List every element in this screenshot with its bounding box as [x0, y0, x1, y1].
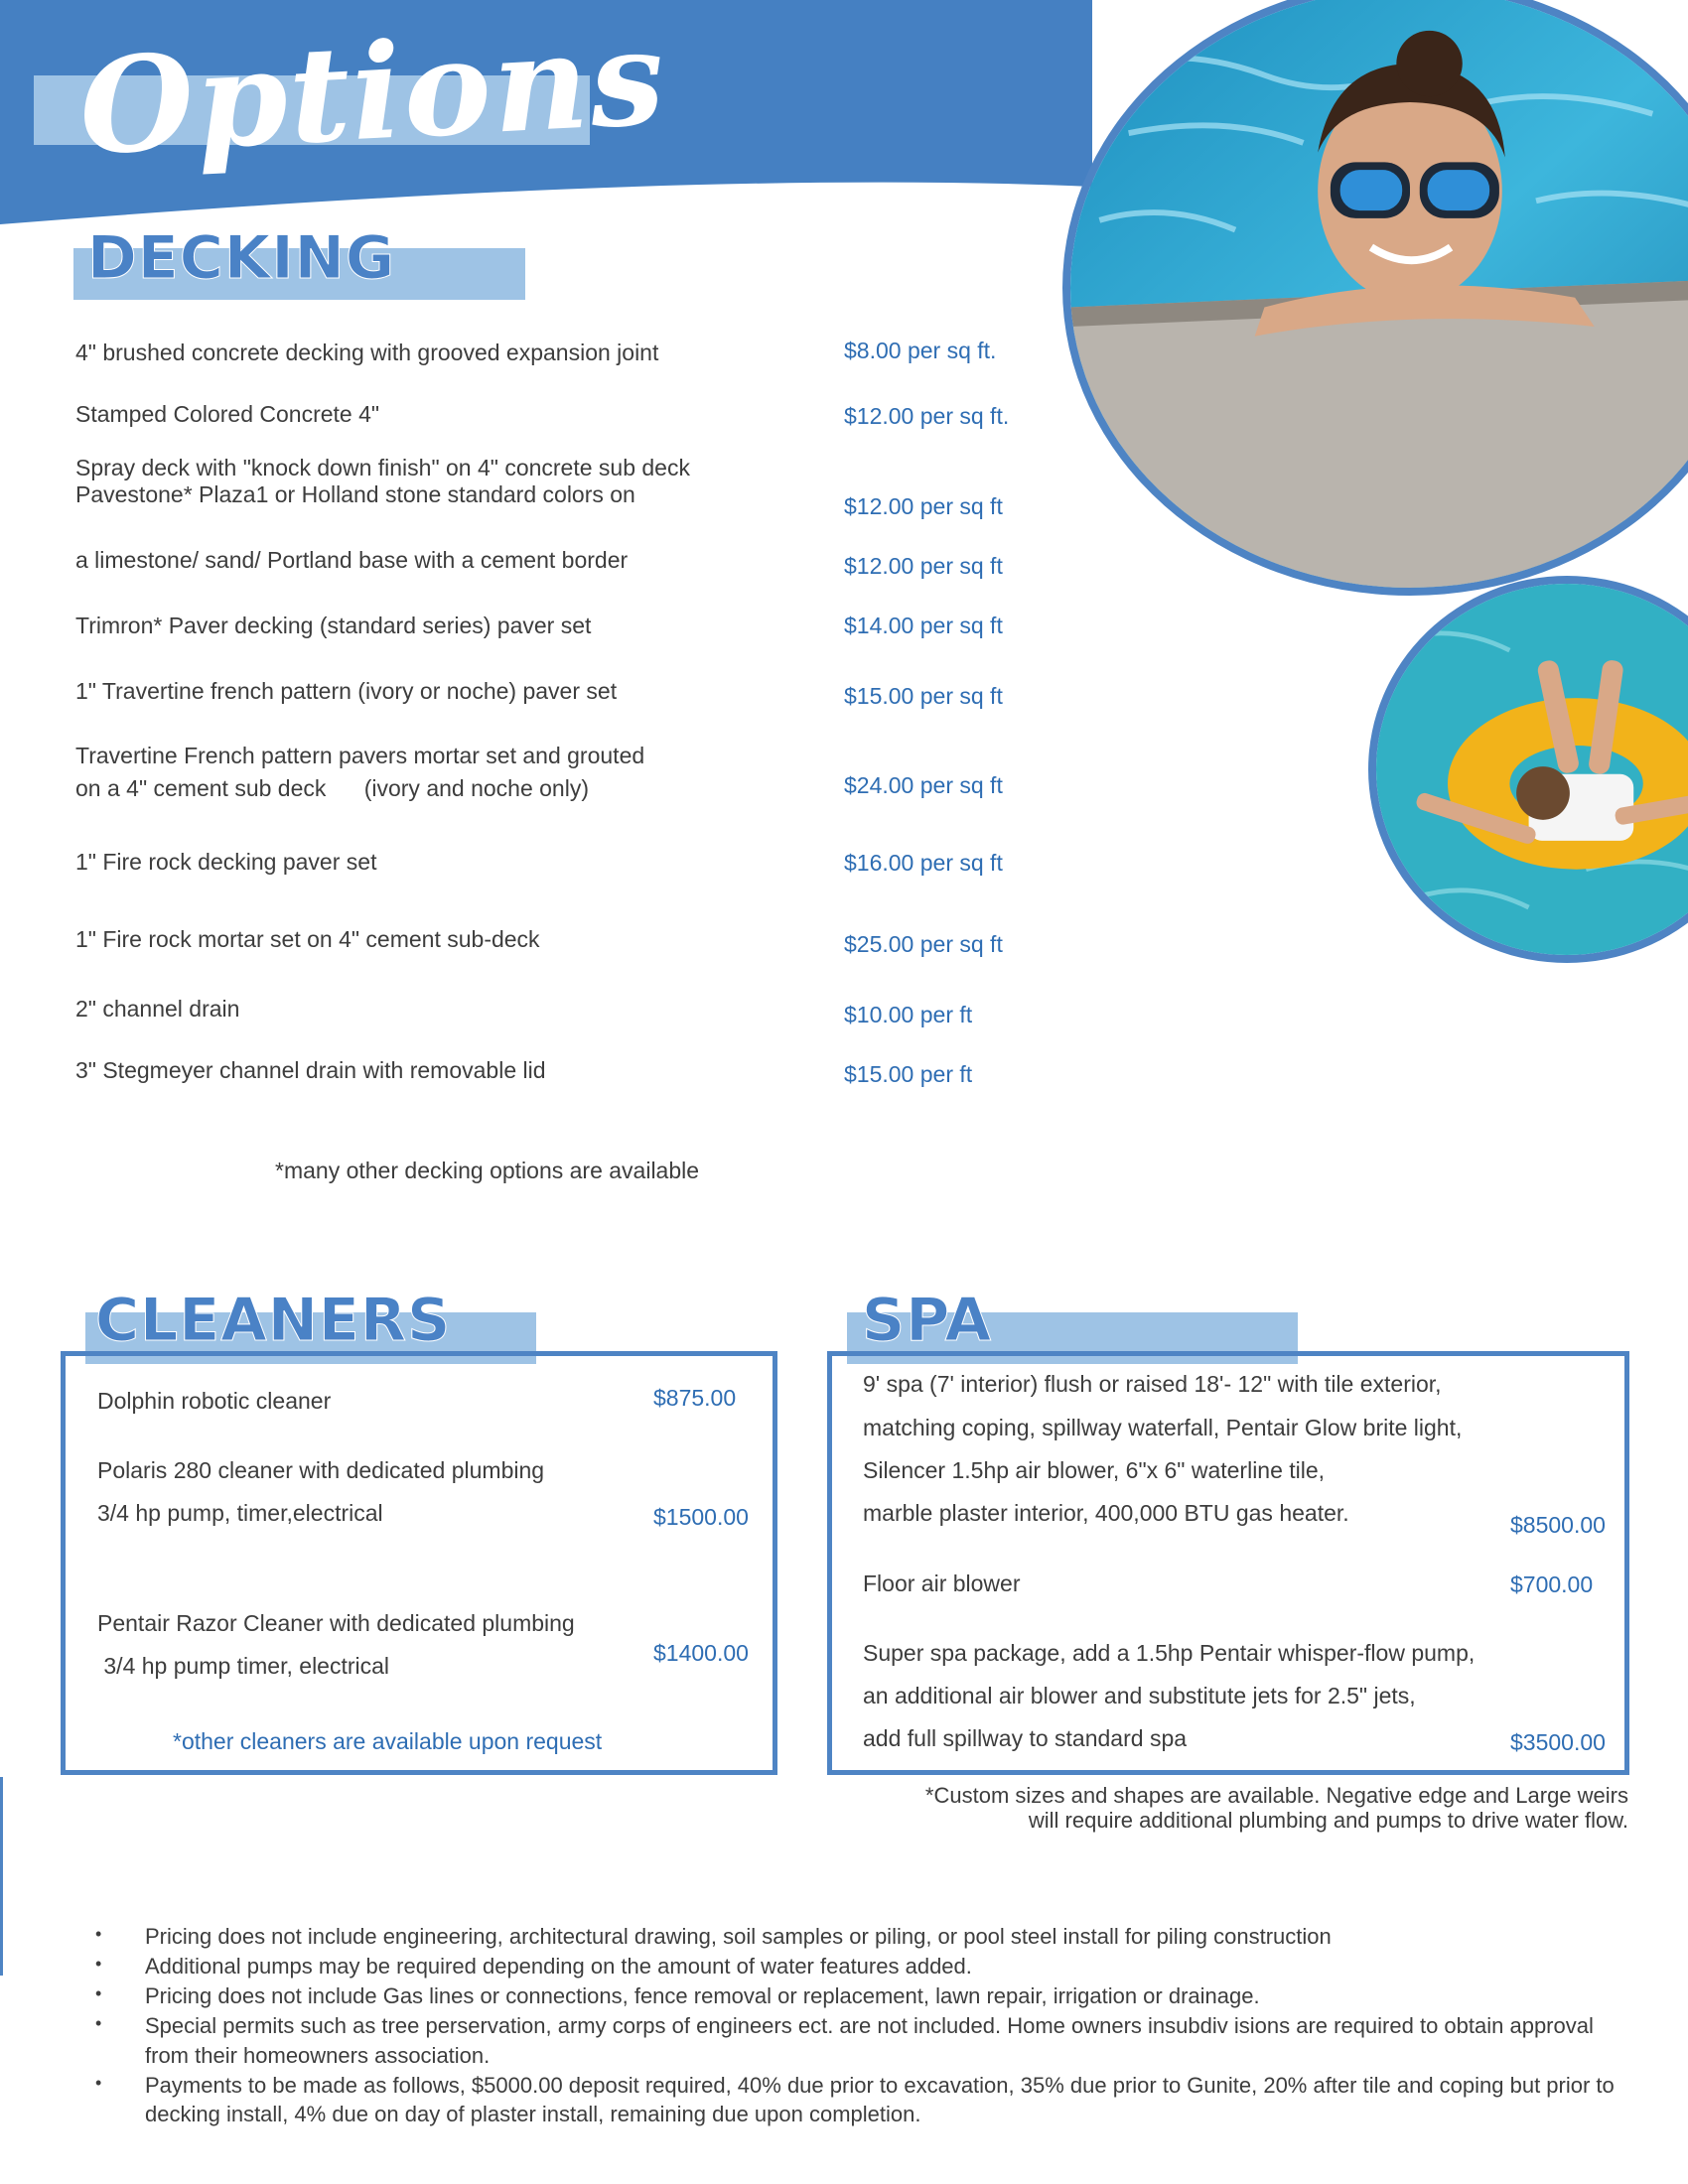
decking-note: *many other decking options are available: [275, 1158, 700, 1183]
cleaner-line: Dolphin robotic cleaner: [97, 1388, 332, 1414]
decking-price: $8.00 per sq ft.: [844, 338, 997, 363]
cleaner-line: 3/4 hp pump, timer,electrical: [97, 1500, 383, 1526]
decking-price: $15.00 per sq ft: [844, 683, 1003, 709]
note-text: Pricing does not include Gas lines or connections, fence removal or replacement, lawn repair, irrigation or drainage.: [145, 1982, 1260, 2008]
decking-item: Pavestone* Plaza1 or Holland stone standard colors on: [75, 481, 635, 507]
decking-item: 1" Fire rock mortar set on 4" cement sub-deck: [75, 926, 540, 952]
spa-price: $8500.00: [1510, 1512, 1606, 1538]
spa-line: 9' spa (7' interior) flush or raised 18'- 12" with tile exterior,: [863, 1371, 1442, 1397]
spa-line: Floor air blower: [863, 1570, 1021, 1596]
cleaner-line: 3/4 hp pump timer, electrical: [97, 1653, 390, 1679]
decking-price: $10.00 per ft: [844, 1002, 973, 1027]
spa-line: Silencer 1.5hp air blower, 6"x 6" waterline tile,: [863, 1457, 1326, 1483]
note-item: [95, 1922, 1615, 1952]
spa-line: Super spa package, add a 1.5hp Pentair whisper-flow pump,: [863, 1640, 1476, 1666]
note-item: [95, 2071, 1615, 2130]
spa-price: $700.00: [1510, 1571, 1594, 1597]
bullet-icon: •: [95, 2012, 102, 2033]
spa-footnote-line: will require additional plumbing and pumps to drive water flow.: [1028, 1808, 1628, 1834]
note-item: [95, 1981, 1615, 2011]
note-text: Pricing does not include engineering, architectural drawing, soil samples or piling, or pool steel install for piling construction: [145, 1924, 1332, 1949]
bullet-icon: •: [95, 2072, 102, 2093]
cleaner-price: $875.00: [653, 1385, 737, 1411]
photo-woman-in-pool: [1062, 0, 1688, 596]
decking-item: 1" Travertine french pattern (ivory or noche) paver set: [75, 678, 618, 704]
left-edge-line: [0, 1777, 3, 1976]
cleaners-heading: CLEANERS: [95, 1286, 452, 1355]
spa-line: an additional air blower and substitute jets for 2.5" jets,: [863, 1683, 1416, 1708]
spa-heading: SPA: [862, 1286, 993, 1355]
photo-float-in-pool: [1368, 576, 1688, 963]
decking-item: Spray deck with "knock down finish" on 4" concrete sub deck: [75, 455, 690, 480]
note-text: Special permits such as tree perservation, army corps of engineers ect. are not included. Home owners insubdiv isions are required to obtain approval from their homeowners association.: [145, 2012, 1594, 2068]
spa-line: matching coping, spillway waterfall, Pentair Glow brite light,: [863, 1415, 1463, 1440]
note-text: Additional pumps may be required depending on the amount of water features added.: [145, 1953, 972, 1979]
cleaner-price: $1400.00: [653, 1640, 749, 1666]
decking-price: $16.00 per sq ft: [844, 850, 1003, 876]
cleaner-price: $1500.00: [653, 1504, 749, 1530]
decking-item: 4" brushed concrete decking with grooved expansion joint: [75, 340, 659, 365]
decking-item: a limestone/ sand/ Portland base with a cement border: [75, 547, 629, 573]
page-title: Options: [75, 0, 670, 186]
note-item: [95, 2011, 1615, 2071]
decking-price: $24.00 per sq ft: [844, 772, 1003, 798]
cleaners-note: *other cleaners are available upon request: [173, 1728, 603, 1754]
note-item: [95, 1952, 1615, 1981]
decking-item: Stamped Colored Concrete 4": [75, 401, 380, 427]
decking-item: Travertine French pattern pavers mortar set and grouted: [75, 743, 645, 768]
bullet-icon: •: [95, 1953, 102, 1974]
decking-item: Trimron* Paver decking (standard series) paver set: [75, 613, 592, 638]
cleaner-line: Polaris 280 cleaner with dedicated plumbing: [97, 1457, 545, 1483]
spa-line: marble plaster interior, 400,000 BTU gas heater.: [863, 1500, 1349, 1526]
decking-price: $12.00 per sq ft.: [844, 403, 1010, 429]
spa-line: add full spillway to standard spa: [863, 1725, 1188, 1751]
decking-price: $14.00 per sq ft: [844, 613, 1003, 638]
decking-item: 3" Stegmeyer channel drain with removable lid: [75, 1057, 546, 1083]
decking-price: $12.00 per sq ft: [844, 493, 1003, 519]
decking-item: 1" Fire rock decking paver set: [75, 849, 377, 875]
spa-footnote: [844, 1783, 1628, 1834]
decking-heading: DECKING: [87, 223, 396, 293]
decking-price: $15.00 per ft: [844, 1061, 973, 1087]
decking-item: 2" channel drain: [75, 996, 240, 1022]
decking-price: $25.00 per sq ft: [844, 931, 1003, 957]
note-text: Payments to be made as follows, $5000.00 deposit required, 40% due prior to excavation, 35% due prior to Gunite, 20% after tile and coping but prior to decking install, 4% due on day of plaster install, remaining due upon completion.: [145, 2072, 1615, 2127]
bullet-icon: •: [95, 1982, 102, 2003]
spa-price: $3500.00: [1510, 1729, 1606, 1755]
decking-price: $12.00 per sq ft: [844, 553, 1003, 579]
spa-footnote-line: *Custom sizes and shapes are available. Negative edge and Large weirs: [924, 1783, 1628, 1808]
pricing-notes: [95, 1922, 1615, 2129]
bullet-icon: •: [95, 1924, 102, 1944]
decking-item: on a 4" cement sub deck (ivory and noche only): [75, 775, 589, 801]
cleaner-line: Pentair Razor Cleaner with dedicated plumbing: [97, 1610, 575, 1636]
